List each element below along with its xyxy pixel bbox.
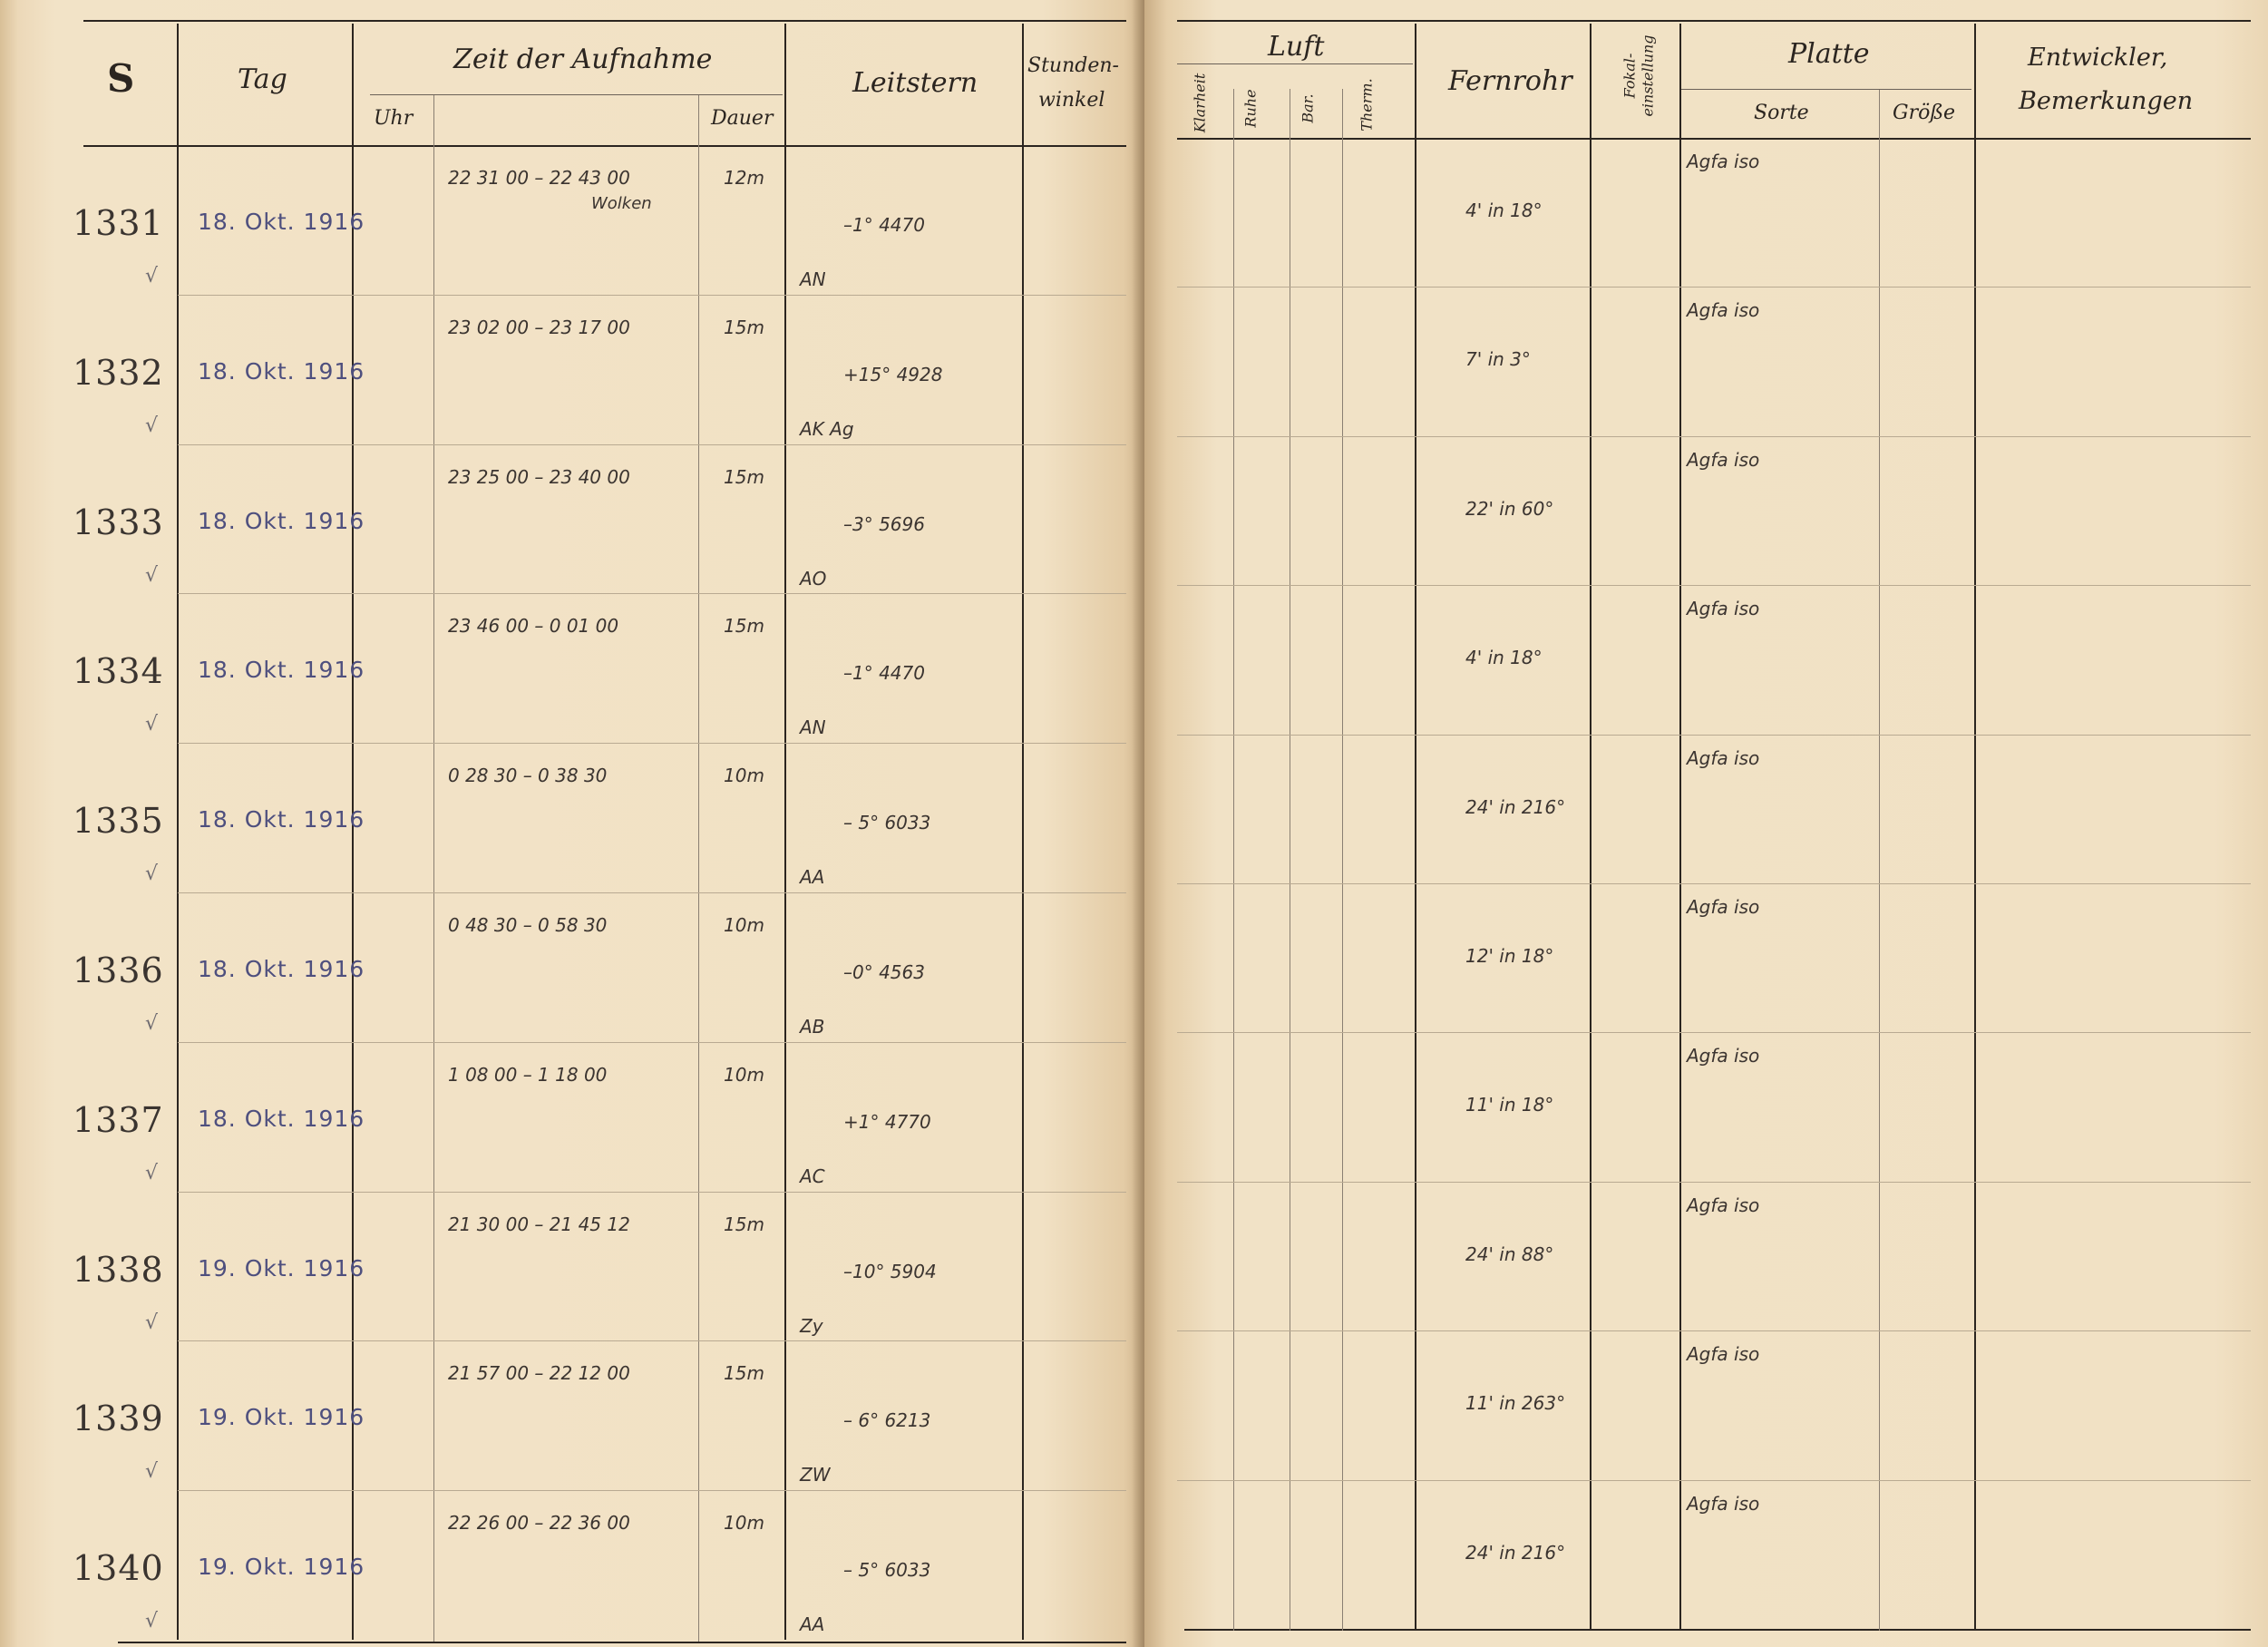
telescope-setting: 24' in 88° [1465,1243,1554,1265]
header-entwickler-1: Entwickler, [2028,44,2168,72]
telescope-setting: 22' in 60° [1465,497,1554,520]
subheader-rule [1681,89,1971,90]
telescope-setting: 4' in 18° [1465,647,1543,669]
header-sorte: Sorte [1754,102,1809,124]
top-rule [83,20,1126,22]
telescope-setting: 24' in 216° [1465,1541,1566,1564]
plate-type: Agfa iso [1687,1492,1760,1515]
guide-star: –3° 5696 [843,512,925,535]
col-divider [698,94,699,1642]
header-s: S [107,56,135,101]
date-stamp: 19. Okt. 1916 [198,1554,365,1581]
col-divider [1590,24,1591,1631]
row-rule [1177,1182,2251,1183]
subheader-rule [370,94,783,95]
telescope-setting: 4' in 18° [1465,200,1543,221]
row-rule [178,743,1126,744]
row-rule [1177,735,2251,736]
row-number: 1340 [73,1548,164,1589]
row-rule [178,1490,1126,1491]
star-code: AC [800,1165,825,1187]
header-rule [1177,138,2251,140]
col-divider [1415,24,1416,1631]
col-divider [1022,24,1024,1640]
date-stamp: 18. Okt. 1916 [198,806,365,833]
time-range: 21 57 00 – 22 12 00 [448,1362,630,1385]
plate-type: Agfa iso [1687,746,1760,769]
telescope-setting: 12' in 18° [1465,945,1554,967]
date-stamp: 19. Okt. 1916 [198,1254,365,1282]
top-rule [1177,20,2251,22]
plate-type: Agfa iso [1687,1194,1760,1216]
row-rule [1177,585,2251,586]
bottom-rule [1184,1629,2251,1631]
star-code: ZW [800,1464,831,1486]
guide-star: – 5° 6033 [843,1559,931,1582]
telescope-setting: 7' in 3° [1465,348,1531,371]
row-rule [178,295,1126,296]
exposure-duration: 10m [724,914,764,936]
header-leitstern: Leitstern [852,67,978,99]
guide-star: – 5° 6033 [843,812,931,834]
star-code: AK Ag [800,417,854,440]
telescope-setting: 11' in 18° [1465,1094,1554,1116]
row-number: 1331 [73,203,164,243]
exposure-duration: 10m [724,765,764,787]
header-groesse: Größe [1893,102,1956,124]
check-mark: √ [145,1610,159,1633]
header-stundenwinkel-1: Stunden- [1027,54,1119,77]
guide-star: +1° 4770 [843,1110,931,1133]
row-number: 1336 [73,950,164,990]
time-range: 21 30 00 – 21 45 12 [448,1213,630,1235]
time-range: 22 26 00 – 22 36 00 [448,1512,630,1535]
col-divider [1233,89,1234,1631]
star-code: AN [800,716,826,739]
guide-star: –1° 4470 [843,214,925,236]
check-mark: √ [145,265,159,287]
guide-star: – 6° 6213 [843,1409,931,1432]
header-entwickler-2: Bemerkungen [2019,87,2194,115]
header-ruhe: Ruhe [1241,89,1260,128]
telescope-setting: 24' in 216° [1465,795,1566,818]
row-number: 1338 [73,1249,164,1290]
exposure-duration: 12m [724,167,764,189]
row-rule [178,1192,1126,1193]
check-mark: √ [145,1311,159,1334]
header-fernrohr: Fernrohr [1448,65,1572,97]
time-range: 1 08 00 – 1 18 00 [448,1063,608,1086]
exposure-duration: 10m [724,1512,764,1535]
star-code: AA [800,1613,825,1636]
col-divider [1679,24,1681,1631]
col-divider [784,24,786,1640]
date-stamp: 18. Okt. 1916 [198,507,365,534]
row-rule [1177,1480,2251,1481]
header-klarheit: Klarheit [1191,73,1209,133]
row-rule [178,1042,1126,1043]
subheader-rule [1177,63,1413,64]
check-mark: √ [145,414,159,437]
header-bar: Bar. [1299,93,1317,123]
star-code: AO [800,567,827,590]
plate-type: Agfa iso [1687,448,1760,471]
time-range: 23 46 00 – 0 01 00 [448,615,619,638]
header-rule [83,145,1126,147]
row-rule [1177,436,2251,437]
header-tag: Tag [238,63,287,95]
col-divider [1974,24,1976,1631]
exposure-duration: 15m [724,465,764,488]
date-stamp: 19. Okt. 1916 [198,1404,365,1431]
header-fokal-2: einstellung [1639,34,1657,117]
check-mark: √ [145,1161,159,1184]
date-stamp: 18. Okt. 1916 [198,1105,365,1132]
row-rule [1177,883,2251,884]
row-number: 1333 [73,502,164,542]
date-stamp: 18. Okt. 1916 [198,357,365,385]
star-code: AB [800,1016,825,1038]
row-number: 1339 [73,1398,164,1439]
row-number: 1334 [73,651,164,692]
col-divider [1342,89,1343,1631]
row-rule [1177,1330,2251,1331]
time-range: 23 02 00 – 23 17 00 [448,316,630,338]
star-code: AA [800,866,825,889]
plate-type: Agfa iso [1687,598,1760,620]
exposure-duration: 15m [724,316,764,338]
check-mark: √ [145,563,159,587]
star-code: AN [800,268,826,290]
header-stundenwinkel-2: winkel [1038,89,1105,112]
check-mark: √ [145,1460,159,1484]
header-platte: Platte [1788,38,1870,70]
col-divider [1879,89,1880,1631]
guide-star: –10° 5904 [843,1260,937,1282]
plate-type: Agfa iso [1687,299,1760,322]
check-mark: √ [145,862,159,886]
time-range: 23 25 00 – 23 40 00 [448,465,630,488]
col-divider [433,94,434,1642]
header-luft: Luft [1268,31,1325,63]
check-mark: √ [145,713,159,736]
row-rule [178,1340,1126,1341]
row-rule [178,593,1126,594]
date-stamp: 18. Okt. 1916 [198,209,365,235]
plate-type: Agfa iso [1687,151,1760,172]
plate-type: Agfa iso [1687,1045,1760,1067]
row-rule [178,444,1126,445]
note-text: Wolken [591,194,652,213]
header-dauer: Dauer [711,107,774,130]
date-stamp: 18. Okt. 1916 [198,657,365,684]
guide-star: –0° 4563 [843,961,925,983]
telescope-setting: 11' in 263° [1465,1392,1566,1415]
exposure-duration: 15m [724,615,764,638]
plate-type: Agfa iso [1687,1343,1760,1366]
header-uhr: Uhr [374,107,414,130]
guide-star: +15° 4928 [843,363,943,385]
header-therm: Therm. [1358,78,1376,132]
time-range: 0 28 30 – 0 38 30 [448,765,608,787]
plate-type: Agfa iso [1687,896,1760,918]
exposure-duration: 10m [724,1063,764,1086]
row-number: 1337 [73,1099,164,1140]
row-number: 1335 [73,801,164,842]
time-range: 22 31 00 – 22 43 00 [448,167,630,189]
right-page [1144,0,2268,1647]
star-code: Zy [800,1314,823,1337]
header-fokal-1: Fokal- [1621,53,1639,99]
row-number: 1332 [73,352,164,393]
time-range: 0 48 30 – 0 58 30 [448,914,608,936]
header-zeit: Zeit der Aufnahme [453,44,713,75]
bottom-rule [118,1642,1126,1643]
date-stamp: 18. Okt. 1916 [198,956,365,982]
exposure-duration: 15m [724,1213,764,1235]
check-mark: √ [145,1012,159,1035]
row-rule [1177,1032,2251,1033]
row-rule [178,892,1126,893]
guide-star: –1° 4470 [843,662,925,685]
exposure-duration: 15m [724,1362,764,1385]
col-divider [177,24,179,1640]
